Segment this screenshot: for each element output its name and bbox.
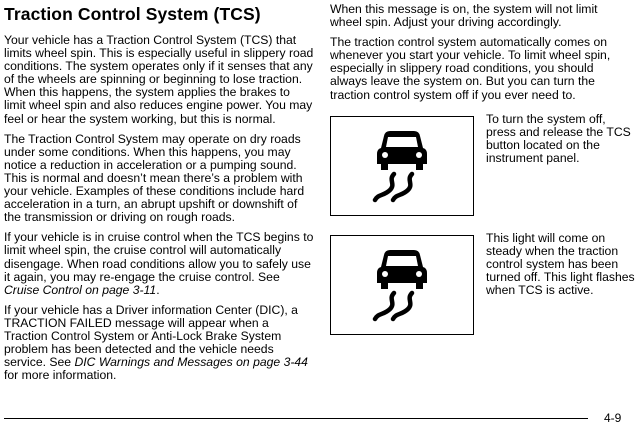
- dic-end: for more information.: [4, 368, 117, 383]
- icon-frame: [330, 235, 474, 335]
- traction-control-icon: [372, 247, 432, 325]
- traction-control-icon: [372, 128, 432, 206]
- tcs-light-description: This light will come on steady when the traction control system has been turned off. This light flashes when TCS is active.: [486, 230, 635, 298]
- section-title: Traction Control System (TCS): [4, 4, 261, 24]
- paragraph-dry-roads: The Traction Control System may operate on dry roads under some conditions. When this happens, you may notice a reduction in acceleration or a pumping sound. This is normal and doesn’t mean there’s a problem with your vehicle. Examples of these conditions include hard acceleration in a turn, an abrupt upshift or downshift of the transmission or driving on rough roads.: [4, 131, 305, 225]
- paragraph-dic: [4, 304, 314, 383]
- cruise-control-reference: Cruise Control on page 3-11: [4, 282, 157, 297]
- icon-row-tcs-button: [330, 111, 632, 226]
- paragraph-cruise-control: [4, 231, 314, 296]
- dic-text: If your vehicle has a Driver information Center (DIC), a TRACTION FAILED message will appear when a Traction Control System or Anti-Lock Brake System problem has been detected and the vehicle needs service. See: [4, 302, 298, 370]
- paragraph-intro: Your vehicle has a Traction Control System (TCS) that limits wheel spin. This is especially useful in slippery road conditions. The system operates only if it senses that any of the wheels are spinning or beginning to lose traction. When this happens, the system applies the brakes to limit wheel spin and also reduces engine power. You may feel or hear the system working, but this is normal.: [4, 33, 314, 126]
- cruise-text: If your vehicle is in cruise control when the TCS begins to limit wheel spin, the cruise control will automatically disengage. When road conditions allow you to safely use it again, you may re-engage the cruise control. See: [4, 230, 314, 284]
- dic-reference: DIC Warnings and Messages on page 3-44: [74, 355, 308, 370]
- icon-frame: [330, 116, 474, 216]
- page-number: 4-9: [604, 411, 622, 425]
- left-column: [4, 4, 314, 389]
- paragraph-message-on: When this message is on, the system will not limit wheel spin. Adjust your driving accordingly.: [330, 2, 598, 30]
- cruise-end: .: [156, 282, 160, 297]
- paragraph-automatic: The traction control system automatically comes on whenever you start your vehicle. To limit wheel spin, especially in slippery road conditions, you should always leave the system on. But you can turn the traction control system off if you ever need to.: [330, 35, 611, 102]
- footer-rule: [4, 418, 588, 419]
- icon-row-tcs-light: [330, 230, 635, 345]
- tcs-button-instruction: To turn the system off, press and release the TCS button located on the instrument panel.: [486, 111, 631, 165]
- right-column: [330, 2, 635, 352]
